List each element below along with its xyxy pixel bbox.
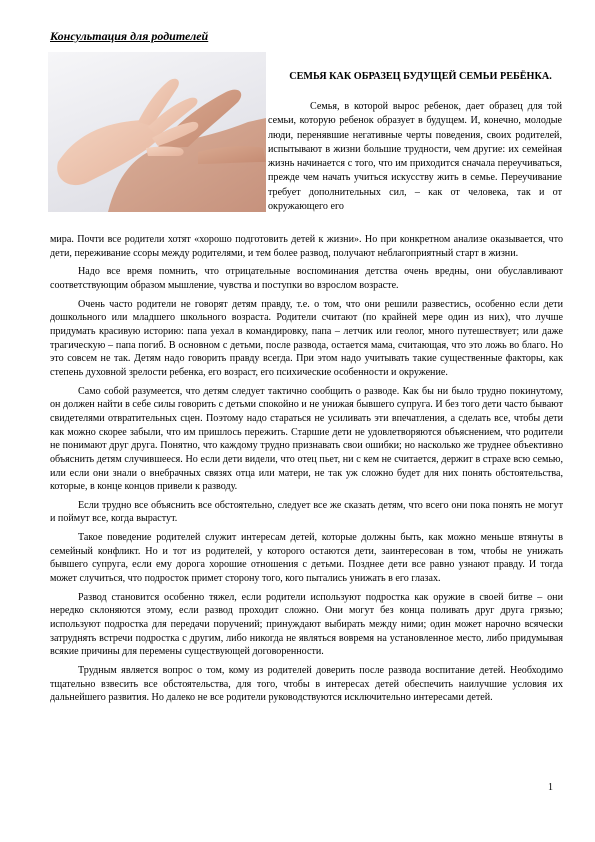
paragraph: Такое поведение родителей служит интересам детей, которые должны быть, как можно меньше втянуты в семейный конфликт. Но и тот из родителей, у которого остаются дети, заинтересован в том, чтобы не унижать бывшего супруга, если ему дорога хорошие отношения с детьми. Позднее дети все равно узнают правду. И тогда может случиться, что подросток примет сторону того, кого пытались унижать в его глазах. bbox=[50, 532, 563, 585]
paragraph: Очень часто родители не говорят детям правду, т.е. о том, что они решили развестись, особенно если дети дошкольного или младшего школьного возраста. Родители считают (по крайней мере один из них), что лучше придумать красивую историю: папа уехал в командировку, папа – летчик или геолог, много путешествует; или даже трагическую – папа погиб. В основном с детьми, после развода, остается мама, считающая, что это ложь во благо. Но это совсем не так. Детям надо говорить правду всегда. При этом надо учитывать такие существенные факторы, как степень духовной зрелости ребенка, его возраст, его психические особенности и окружение. bbox=[50, 298, 563, 378]
article-title: СЕМЬЯ КАК ОБРАЗЕЦ БУДУЩЕЙ СЕМЬИ РЕБЁНКА. bbox=[289, 71, 552, 82]
paragraph: Само собой разумеется, что детям следует тактично сообщить о разводе. Как бы ни было трудно покинутому, он должен найти в себе силы говорить с детьми спокойно и не унижая бывшего супруга. И без того дети часто бывают свидетелями отвратительных сцен. Поэтому надо стараться не усиливать эти впечатления, а сделать все, чтобы дети как можно скорее забыли, что им пришлось пережить. Старшие дети не удовлетворяются объяснением, что родители не понимают друг друга. Понятно, что каждому трудно признавать свои ошибки; но насколько же труднее объективно объяснить детям случившееся. Но если дети видели, что отец пьет, ни с кем не считается, держит в страхе всю семью, или если они знали о внебрачных связях отца или матери, не так уж сложно будет для них понять обстоятельства, которые, в конце концов привели к разводу. bbox=[50, 385, 563, 493]
intro-paragraph: Семья, в которой вырос ребенок, дает образец для той семьи, которую ребенок образует в будущем. И, конечно, молодые люди, перенявшие негативные черты поведения, своих родителей, испытывают в жизни большие трудности, чем другие: их семейная жизнь начинается с того, что им приходится сначала переучиваться, прежде чем начать учиться искусству жить в семье. Переучивание требует дополнительных сил, – как от человека, так и от окружающего его bbox=[268, 101, 562, 212]
paragraph: Надо все время помнить, что отрицательные воспоминания детства очень вредны, они обуславливают соответствующим образом мышление, чувства и поступки во взрослом возрасте. bbox=[50, 266, 563, 291]
page-number: 1 bbox=[548, 782, 553, 793]
paragraph-continuation: мира. Почти все родители хотят «хорошо подготовить детей к жизни». Но при конкретном анализе оказывается, что дети, переживание ссоры между родителями, и тем более развод, получают неблагоприятный старт в жизни. bbox=[50, 234, 563, 259]
paragraph: Если трудно все объяснить все обстоятельно, следует все же сказать детям, что всего они пока понять не могут и поймут все, когда вырастут. bbox=[50, 499, 563, 525]
paragraph: Трудным является вопрос о том, кому из родителей доверить после развода воспитание детей. Необходимо тщательно взвесить все обстоятельства, для того, чтобы в интересах детей обеспечить наилучшие условия их дальнейшего развития. Но далеко не все родители руководствуются исключительно интересами детей. bbox=[50, 665, 563, 704]
hands-illustration bbox=[48, 52, 266, 212]
hands-photo bbox=[48, 52, 266, 212]
article-body bbox=[50, 233, 563, 710]
paragraph: Развод становится особенно тяжел, если родители используют подростка как оружие в своей битве – они нередко склоняются этому, если развод проходит сложно. Они могут без конца поливать друг друга грязью; используют подростка для передачи поручений; принуждают выбирать между ними; один может нарочно всячески затруднять встречи подростка с другим, либо никогда не являться вовремя на установленное место, либо придумывая всякие причины для перемены существующей договоренности. bbox=[50, 591, 563, 658]
page-header: Консультация для родителей bbox=[50, 29, 209, 43]
